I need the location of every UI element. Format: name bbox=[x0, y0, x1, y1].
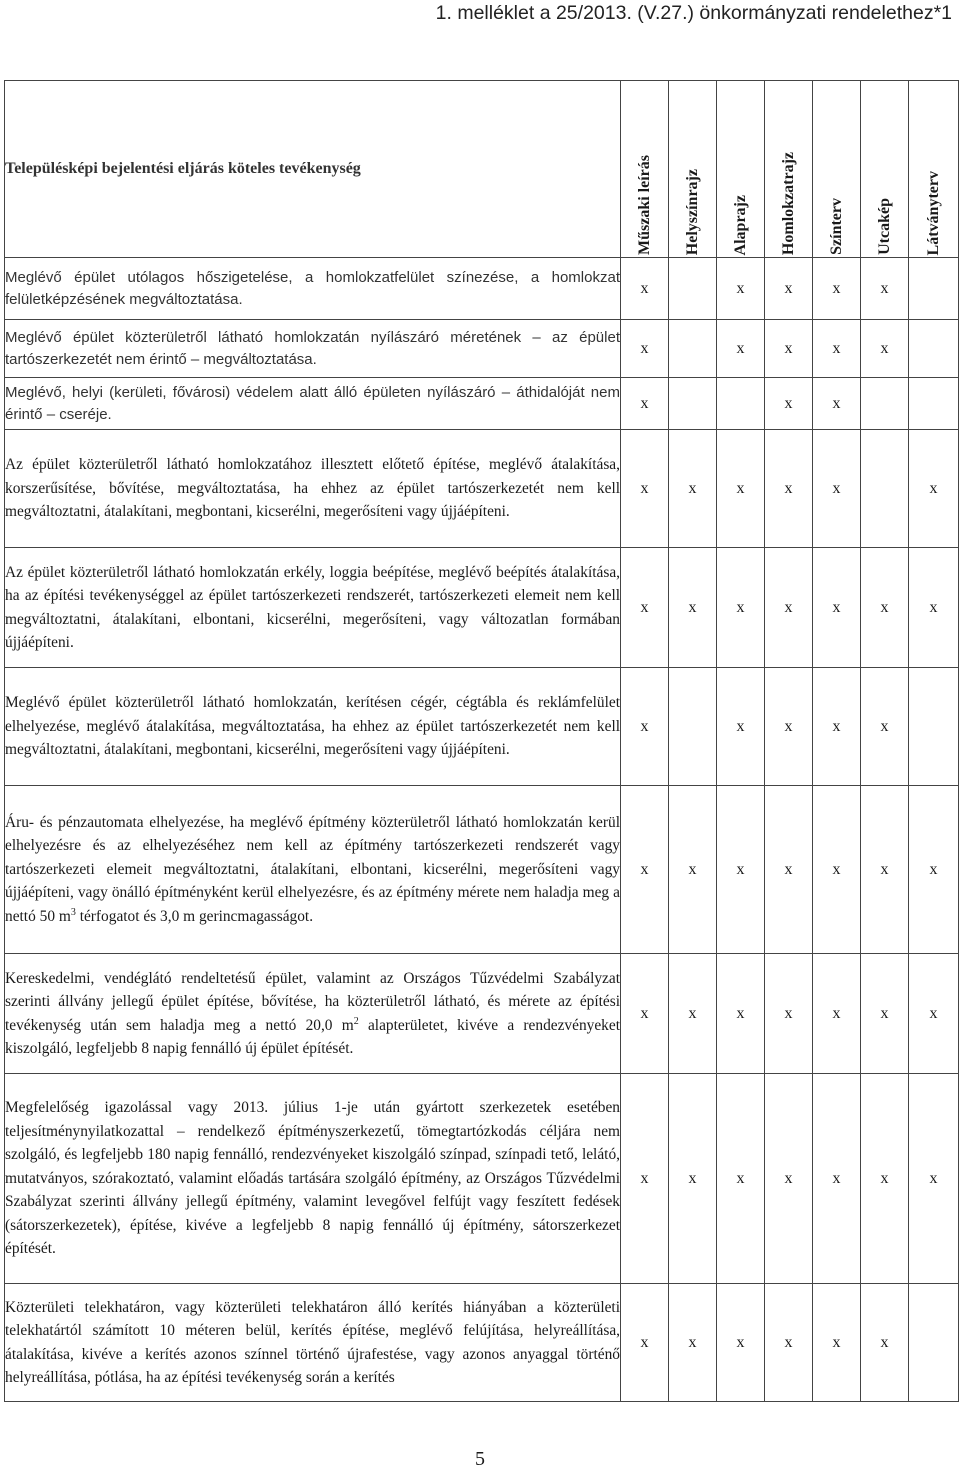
row-mark: x bbox=[909, 430, 959, 548]
row-mark: x bbox=[861, 320, 909, 378]
row-mark: x bbox=[717, 668, 765, 786]
row-description-text: alapterületet, kivéve a rendezvényeket kiszolgáló, legfeljebb 8 napig fennálló új épület építését. bbox=[5, 1016, 620, 1057]
row-mark: x bbox=[813, 378, 861, 430]
row-mark: x bbox=[861, 786, 909, 954]
row-mark: x bbox=[621, 430, 669, 548]
row-mark bbox=[861, 378, 909, 430]
row-mark: x bbox=[765, 430, 813, 548]
table-row bbox=[5, 430, 959, 548]
row-description: Az épület közterületről látható homlokzatához illesztett előtető építése, meglévő átalakítása, korszerűsítése, bővítése, megváltoztatása, ha ehhez az épület tartószerkezetét nem kell megváltoztatni, átalakítani, megbontani, kicserélni, megerősíteni vagy újjáépíteni. bbox=[5, 430, 621, 548]
row-description-text: Kereskedelmi, vendéglátó rendeltetésű épület, valamint az Országos Tűzvédelmi Szabályzat szerinti állvány jellegű épület építése, bővítése, ha közterületről látható, és mérete az építési tevékenység után sem haladja meg a nettó 20,0 m bbox=[5, 969, 620, 1034]
table-row bbox=[5, 548, 959, 668]
row-description: Közterületi telekhatáron, vagy közterületi telekhatáron álló kerítés hiányában a közterületi telekhatártól számított 10 méteren belül, kerítés építése, meglévő felújítása, helyreállítása, átalakítása, kivéve a kerítés azonos színnel történő újrafestése, vagy azonos anyaggal történő helyreállítása, pótlása, ha az építési tevékenység során a kerítés bbox=[5, 1284, 621, 1402]
row-mark: x bbox=[765, 954, 813, 1074]
superscript: 3 bbox=[70, 906, 76, 918]
row-mark: x bbox=[909, 548, 959, 668]
column-header: Műszaki leírás bbox=[621, 81, 669, 258]
row-description-text: térfogatot és 3,0 m gerincmagasságot. bbox=[75, 907, 314, 925]
row-mark: x bbox=[717, 258, 765, 320]
row-mark bbox=[909, 320, 959, 378]
row-mark bbox=[909, 378, 959, 430]
activity-table bbox=[4, 80, 959, 1402]
row-mark: x bbox=[669, 786, 717, 954]
row-mark bbox=[861, 430, 909, 548]
row-description: Meglévő épület utólagos hőszigetelése, a homlokzatfelület színezése, a homlokzat felületképzésének megváltoztatása. bbox=[5, 258, 621, 320]
row-mark: x bbox=[813, 1284, 861, 1402]
row-mark: x bbox=[765, 1074, 813, 1284]
row-mark: x bbox=[669, 430, 717, 548]
row-mark: x bbox=[765, 548, 813, 668]
row-mark: x bbox=[669, 1074, 717, 1284]
row-mark: x bbox=[861, 548, 909, 668]
row-mark: x bbox=[765, 1284, 813, 1402]
row-mark bbox=[909, 1284, 959, 1402]
row-description: Meglévő épület közterületről látható homlokzatán, kerítésen cégér, cégtábla és reklámfelület elhelyezése, meglévő átalakítása, megváltoztatása, ha ehhez az épület tartószerkezetét nem kell megváltoztatni, átalakítani, megbontani, kicserélni, megerősíteni vagy újjáépíteni. bbox=[5, 668, 621, 786]
table-row bbox=[5, 378, 959, 430]
row-mark bbox=[669, 258, 717, 320]
row-mark: x bbox=[621, 786, 669, 954]
row-mark: x bbox=[717, 1284, 765, 1402]
row-mark: x bbox=[765, 378, 813, 430]
row-mark: x bbox=[621, 548, 669, 668]
row-mark: x bbox=[669, 548, 717, 668]
row-description-text: Áru- és pénzautomata elhelyezése, ha meglévő építmény közterületről látható homlokzatán kerül elhelyezésre és az elhelyezéséhez nem kell az építmény tartószerkezeti rendszerét vagy tartószerkezeti elemeit megváltoztatni, átalakítani, elbontani, kicserélni, megerősíteni vagy újjáépíteni, vagy önálló építményként kerül elhelyezésre, és az építmény mérete nem haladja meg a nettó 50 m bbox=[5, 813, 620, 925]
row-mark: x bbox=[861, 1074, 909, 1284]
row-mark: x bbox=[909, 786, 959, 954]
row-mark bbox=[669, 378, 717, 430]
table-row bbox=[5, 320, 959, 378]
row-mark bbox=[909, 668, 959, 786]
row-mark: x bbox=[765, 786, 813, 954]
table-header-row bbox=[5, 81, 959, 258]
column-header: Helyszínrajz bbox=[669, 81, 717, 258]
table-row bbox=[5, 786, 959, 954]
column-header: Alaprajz bbox=[717, 81, 765, 258]
row-mark: x bbox=[621, 378, 669, 430]
row-mark: x bbox=[813, 954, 861, 1074]
row-mark bbox=[909, 258, 959, 320]
row-mark: x bbox=[861, 258, 909, 320]
row-mark: x bbox=[717, 1074, 765, 1284]
page-number: 5 bbox=[475, 1448, 485, 1470]
column-header: Utcakép bbox=[861, 81, 909, 258]
table-row bbox=[5, 1074, 959, 1284]
row-mark: x bbox=[621, 668, 669, 786]
row-mark bbox=[669, 320, 717, 378]
row-mark: x bbox=[861, 954, 909, 1074]
row-mark: x bbox=[813, 1074, 861, 1284]
row-description: Meglévő, helyi (kerületi, fővárosi) védelem alatt álló épületen nyílászáró – áthidalóját nem érintő – cseréje. bbox=[5, 378, 621, 430]
row-mark bbox=[669, 668, 717, 786]
row-mark bbox=[717, 378, 765, 430]
column-header: Színterv bbox=[813, 81, 861, 258]
table-row bbox=[5, 954, 959, 1074]
row-mark: x bbox=[717, 786, 765, 954]
row-mark: x bbox=[717, 548, 765, 668]
row-mark: x bbox=[813, 548, 861, 668]
row-mark: x bbox=[621, 258, 669, 320]
row-mark: x bbox=[813, 258, 861, 320]
row-mark: x bbox=[765, 320, 813, 378]
row-mark: x bbox=[813, 786, 861, 954]
column-header: Homlokzatrajz bbox=[765, 81, 813, 258]
table-title: Településképi bejelentési eljárás köteles tevékenység bbox=[5, 81, 621, 258]
column-header: Látványterv bbox=[909, 81, 959, 258]
row-mark: x bbox=[621, 954, 669, 1074]
table-row bbox=[5, 1284, 959, 1402]
row-mark: x bbox=[621, 1284, 669, 1402]
row-mark: x bbox=[861, 668, 909, 786]
document-header: 1. melléklet a 25/2013. (V.27.) önkormányzati rendelethez*1 bbox=[435, 2, 952, 24]
row-description bbox=[5, 786, 621, 954]
row-mark: x bbox=[813, 430, 861, 548]
row-mark: x bbox=[717, 430, 765, 548]
row-description: Meglévő épület közterületről látható homlokzatán nyílászáró méretének – az épület tartószerkezetét nem érintő – megváltoztatása. bbox=[5, 320, 621, 378]
row-mark: x bbox=[765, 258, 813, 320]
row-mark: x bbox=[765, 668, 813, 786]
row-description bbox=[5, 954, 621, 1074]
row-mark: x bbox=[813, 668, 861, 786]
row-mark: x bbox=[861, 1284, 909, 1402]
row-mark: x bbox=[669, 954, 717, 1074]
row-mark: x bbox=[717, 320, 765, 378]
superscript: 2 bbox=[353, 1015, 359, 1027]
row-mark: x bbox=[813, 320, 861, 378]
table-row bbox=[5, 258, 959, 320]
row-mark: x bbox=[717, 954, 765, 1074]
row-mark: x bbox=[669, 1284, 717, 1402]
row-description: Az épület közterületről látható homlokzatán erkély, loggia beépítése, meglévő beépítés átalakítása, ha az építési tevékenységgel az épület tartószerkezeti rendszerét, tartószerkezeti elemeit nem kell megváltoztatni, átalakítani, elbontani, kicserélni, megerősíteni, vagy változatlan formában újjáépíteni. bbox=[5, 548, 621, 668]
row-description: Megfelelőség igazolással vagy 2013. július 1-je után gyártott szerkezetek esetében teljesítménynyilatkozattal – rendelkező építményszerkezetű, tömegtartózkodás céljára nem szolgáló, és legfeljebb 180 napig fennálló, rendezvényeket kiszolgáló színpad, színpadi tető, lelátó, mutatványos, szórakoztató, valamint előadás tartására szolgáló építmény, az Országos Tűzvédelmi Szabályzat szerinti állvány jellegű építmény, valamint levegővel felfújt vagy feszített fedések (sátorszerkezetek), építése, kivéve a legfeljebb 8 napig fennálló új építmény, sátorszerkezet építését. bbox=[5, 1074, 621, 1284]
row-mark: x bbox=[909, 954, 959, 1074]
row-mark: x bbox=[621, 320, 669, 378]
row-mark: x bbox=[621, 1074, 669, 1284]
row-mark: x bbox=[909, 1074, 959, 1284]
table-row bbox=[5, 668, 959, 786]
